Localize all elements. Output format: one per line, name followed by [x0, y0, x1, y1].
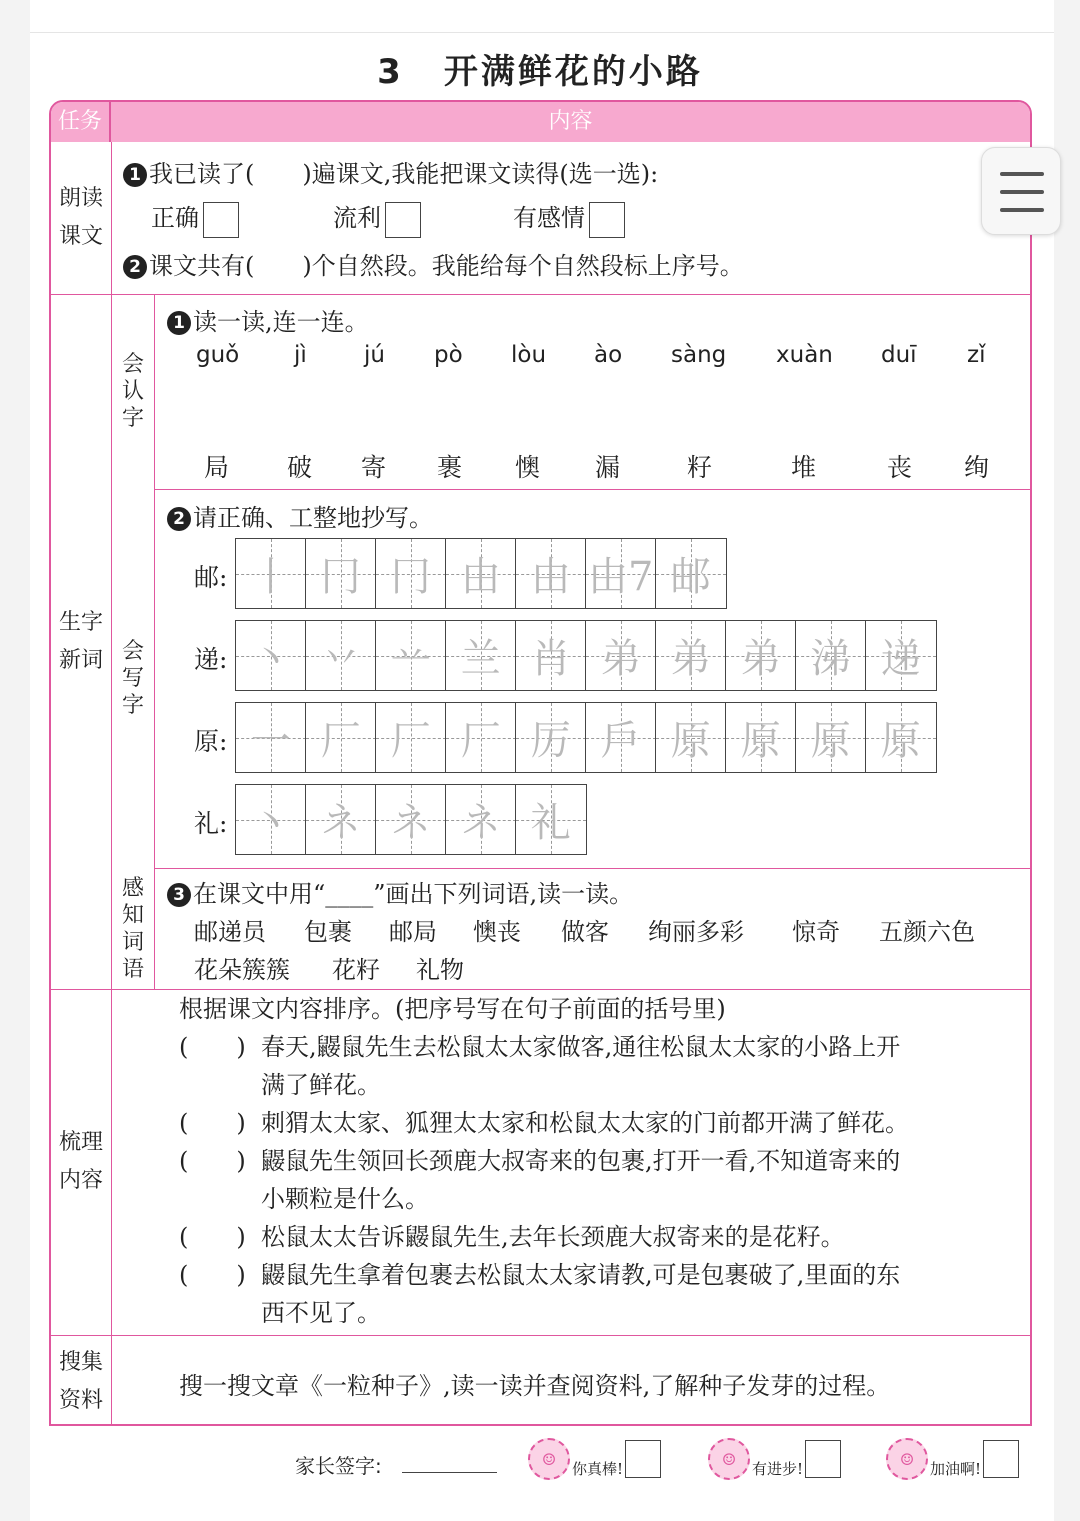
tracing-stroke: 原 — [880, 718, 921, 764]
tracing-stroke: 递 — [880, 636, 921, 682]
collect-text: 搜一搜文章《一粒种子》,读一读并查阅资料,了解种子发芽的过程。 — [179, 1372, 891, 1400]
task-sort: 梳理内容 — [58, 1130, 103, 1193]
sort-paren[interactable]: ( ) — [179, 1261, 246, 1289]
menu-icon[interactable] — [981, 147, 1061, 235]
tracing-stroke: 厂 — [460, 718, 501, 764]
checkbox[interactable] — [589, 202, 625, 238]
row-divider — [154, 489, 1030, 490]
writing-cell[interactable] — [375, 620, 447, 691]
perceive-word: 包裹 — [304, 918, 352, 946]
row-divider — [51, 1335, 1030, 1336]
stamp-box[interactable] — [805, 1440, 841, 1478]
write-char-label: 递: — [194, 645, 228, 674]
tracing-stroke: 冂 — [320, 554, 361, 600]
sort-instruction: 根据课文内容排序。(把序号写在句子前面的括号里) — [179, 995, 726, 1023]
row-divider — [51, 294, 1030, 295]
sort-item-text: 西不见了。 — [261, 1299, 381, 1327]
read-line-1: 1 我已读了( )遍课文,我能把课文读得(选一选): — [123, 154, 658, 189]
perceive-word: 惊奇 — [792, 918, 840, 946]
pinyin-item: guǒ — [196, 342, 240, 368]
pinyin-item: jú — [364, 342, 385, 368]
char-item: 寄 — [361, 453, 387, 482]
sub-recognize: 会认字 — [121, 352, 144, 431]
subcol-divider — [154, 294, 155, 989]
writing-cell[interactable] — [235, 784, 307, 855]
tracing-stroke: 弟 — [600, 636, 641, 682]
writing-cell[interactable] — [725, 702, 797, 773]
writing-cell[interactable] — [795, 702, 867, 773]
writing-cell[interactable] — [655, 620, 727, 691]
tracing-stroke: 䒑 — [390, 636, 431, 682]
perceive-word: 绚丽多彩 — [648, 918, 744, 946]
pinyin-item: duī — [881, 342, 917, 368]
tracing-stroke: 厂 — [390, 718, 431, 764]
writing-cell[interactable] — [515, 538, 587, 609]
sort-item-text: 小颗粒是什么。 — [261, 1185, 429, 1213]
top-divider — [30, 32, 1054, 33]
footer — [0, 1438, 1080, 1498]
writing-cell[interactable] — [445, 702, 517, 773]
tracing-stroke: 厉 — [530, 718, 571, 764]
tracing-stroke: 原 — [740, 718, 781, 764]
read-option-2[interactable]: 流利 — [333, 198, 421, 238]
write-grid-row — [235, 538, 725, 609]
tracing-stroke: 肖 — [530, 636, 571, 682]
char-item: 漏 — [595, 453, 621, 482]
stamp-great[interactable]: ☺ 你真棒! — [528, 1438, 661, 1480]
sort-item-text: 松鼠太太告诉鼹鼠先生,去年长颈鹿大叔寄来的是花籽。 — [261, 1223, 845, 1251]
pinyin-item: ào — [594, 342, 623, 368]
write-instruction: 2 请正确、工整地抄写。 — [167, 498, 433, 533]
row-divider — [154, 868, 1030, 869]
header-task: 任务 — [51, 102, 111, 142]
writing-cell[interactable] — [305, 620, 377, 691]
tracing-stroke: 由7 — [588, 554, 654, 600]
recognize-instruction: 1 读一读,连一连。 — [167, 302, 369, 337]
read-option-3[interactable]: 有感情 — [513, 198, 625, 238]
task-collect: 搜集资料 — [58, 1349, 103, 1413]
writing-cell[interactable] — [445, 620, 517, 691]
writing-cell[interactable] — [655, 702, 727, 773]
checkbox[interactable] — [385, 202, 421, 238]
tracing-stroke: ネ — [320, 800, 361, 846]
writing-cell[interactable] — [515, 620, 587, 691]
sub-write: 会写字 — [121, 639, 144, 718]
worksheet-table — [49, 100, 1032, 1426]
writing-cell[interactable] — [235, 620, 307, 691]
pinyin-item: xuàn — [776, 342, 833, 368]
tracing-stroke: 一 — [250, 718, 291, 764]
pinyin-item: zǐ — [967, 342, 986, 368]
sort-item-text: 鼹鼠先生拿着包裹去松鼠太太家请教,可是包裹破了,里面的东 — [261, 1261, 901, 1289]
pinyin-item: sàng — [671, 342, 727, 368]
sort-item-text: 鼹鼠先生领回长颈鹿大叔寄来的包裹,打开一看,不知道寄来的 — [261, 1147, 901, 1175]
perceive-word: 懊丧 — [473, 918, 521, 946]
pinyin-item: jì — [294, 342, 307, 368]
header-content: 内容 — [548, 109, 593, 134]
char-item: 堆 — [791, 453, 817, 482]
writing-cell[interactable] — [725, 620, 797, 691]
tracing-stroke: 涕 — [810, 636, 851, 682]
sort-item-text: 满了鲜花。 — [261, 1071, 381, 1099]
writing-cell[interactable] — [795, 620, 867, 691]
writing-cell[interactable] — [515, 784, 587, 855]
tracing-stroke: 丶 — [250, 636, 291, 682]
sort-paren[interactable]: ( ) — [179, 1223, 246, 1251]
write-grid-row — [235, 784, 585, 855]
sort-paren[interactable]: ( ) — [179, 1033, 246, 1061]
writing-cell[interactable] — [655, 538, 727, 609]
writing-cell[interactable] — [375, 784, 447, 855]
tracing-stroke: 弟 — [740, 636, 781, 682]
writing-cell[interactable] — [445, 538, 517, 609]
perceive-word: 做客 — [561, 918, 609, 946]
page-margin-left — [0, 0, 30, 1521]
parent-sign-label: 家长签字: — [295, 1454, 382, 1478]
sun-face-icon: ☺ — [886, 1438, 928, 1480]
stamp-progress[interactable]: ☺ 有进步! — [708, 1438, 841, 1480]
writing-cell[interactable] — [235, 702, 307, 773]
sort-item-text: 春天,鼹鼠先生去松鼠太太家做客,通往松鼠太太家的小路上开 — [261, 1033, 901, 1061]
tracing-stroke: 弟 — [670, 636, 711, 682]
perceive-word: 礼物 — [416, 956, 464, 984]
task-read: 朗读课文 — [58, 186, 103, 249]
stamp-box[interactable] — [983, 1440, 1019, 1478]
perceive-word: 五颜六色 — [879, 918, 975, 946]
writing-cell[interactable] — [305, 538, 377, 609]
lesson-title: 3 开满鲜花的小路 — [377, 52, 703, 92]
char-item: 懊 — [515, 453, 541, 482]
perceive-word: 花朵簇簇 — [194, 956, 290, 984]
tracing-stroke: 兰 — [460, 636, 501, 682]
writing-cell[interactable] — [305, 784, 377, 855]
read-line-2: 2 课文共有( )个自然段。我能给每个自然段标上序号。 — [123, 246, 744, 281]
tracing-stroke: ネ — [460, 800, 501, 846]
perceive-word: 邮递员 — [194, 918, 266, 946]
sort-item-text: 刺猬太太家、狐狸太太家和松鼠太太家的门前都开满了鲜花。 — [261, 1109, 909, 1137]
table-header — [51, 102, 1030, 142]
tracing-stroke: 由 — [460, 554, 501, 600]
writing-cell[interactable] — [585, 702, 657, 773]
char-item: 裹 — [437, 453, 463, 482]
writing-cell[interactable] — [445, 784, 517, 855]
pinyin-item: pò — [434, 342, 463, 368]
writing-cell[interactable] — [585, 538, 657, 609]
tracing-stroke: 礼 — [530, 800, 571, 846]
char-item: 破 — [287, 453, 313, 482]
task-words: 生字新词 — [58, 609, 103, 673]
writing-cell[interactable] — [585, 620, 657, 691]
writing-cell[interactable] — [865, 702, 937, 773]
writing-cell[interactable] — [375, 702, 447, 773]
tracing-stroke: 原 — [670, 718, 711, 764]
tracing-stroke: 原 — [810, 718, 851, 764]
char-item: 籽 — [687, 453, 713, 482]
read-option-1[interactable]: 正确 — [151, 198, 239, 238]
write-char-label: 邮: — [194, 563, 228, 592]
pinyin-item: lòu — [511, 342, 547, 368]
write-grid-row — [235, 702, 935, 773]
tracing-stroke: 丨 — [250, 554, 291, 600]
tracing-stroke: ネ — [390, 800, 431, 846]
sun-face-icon: ☺ — [528, 1438, 570, 1480]
sun-face-icon: ☺ — [708, 1438, 750, 1480]
write-char-label: 原: — [194, 727, 228, 756]
writing-cell[interactable] — [515, 702, 587, 773]
tracing-stroke: 厂 — [320, 718, 361, 764]
char-item: 绚 — [964, 453, 990, 482]
sort-paren[interactable]: ( ) — [179, 1147, 246, 1175]
stamp-cheer[interactable]: ☺ 加油啊! — [886, 1438, 1019, 1480]
tracing-stroke: 邮 — [670, 554, 711, 600]
perceive-word: 花籽 — [332, 956, 380, 984]
writing-cell[interactable] — [865, 620, 937, 691]
stamp-box[interactable] — [625, 1440, 661, 1478]
tracing-stroke: 戶 — [600, 718, 641, 764]
tracing-stroke: 冂 — [390, 554, 431, 600]
checkbox[interactable] — [203, 202, 239, 238]
write-grid-row — [235, 620, 935, 691]
parent-sign-line[interactable] — [402, 1472, 497, 1473]
writing-cell[interactable] — [305, 702, 377, 773]
perceive-instruction: 3 在课文中用“____”画出下列词语,读一读。 — [167, 874, 633, 909]
writing-cell[interactable] — [235, 538, 307, 609]
perceive-word: 邮局 — [389, 918, 437, 946]
char-item: 局 — [204, 453, 230, 482]
char-item: 丧 — [887, 453, 913, 482]
writing-cell[interactable] — [375, 538, 447, 609]
sub-perceive: 感知词语 — [121, 875, 144, 982]
write-char-label: 礼: — [194, 809, 228, 838]
sort-paren[interactable]: ( ) — [179, 1109, 246, 1137]
tracing-stroke: 丷 — [320, 636, 361, 682]
tracing-stroke: 由 — [530, 554, 571, 600]
tracing-stroke: 丶 — [250, 800, 291, 846]
